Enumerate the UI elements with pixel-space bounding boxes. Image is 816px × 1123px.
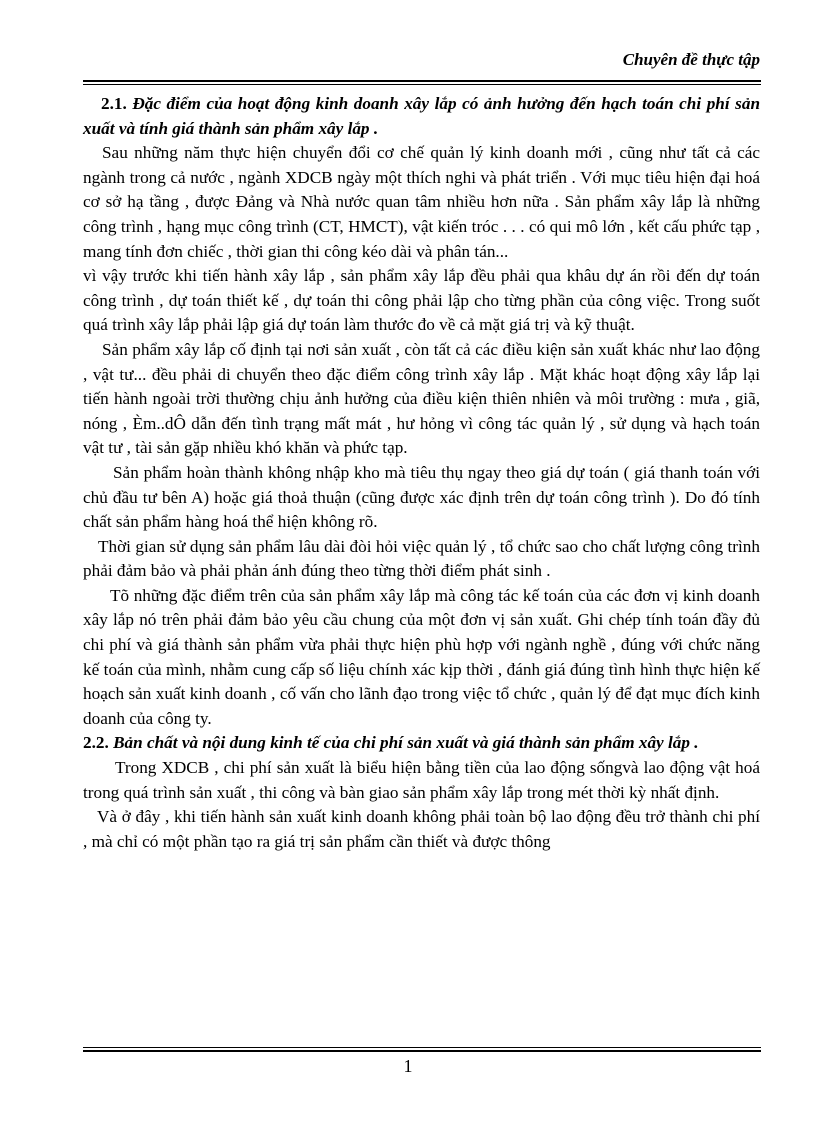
paragraph: Sản phẩm xây lắp cố định tại nơi sản xuất , còn tất cả các điều kiện sản xuất khác như lao động , vật tư... đều phải di chuyển theo đặc điểm công trình xây lắp . Mặt khác hoạt động xây lắp lại tiến hành ngoài trời thường chịu ảnh hưởng của điều kiện thiên nhiên và môi trường : mưa , giã, nóng , Èm..dÔ dẫn đến tình trạng mất mát , hư hỏng vì công tác quản lý , sử dụng và hạch toán vật tư , tài sản gặp nhiều khó khăn và phức tạp. bbox=[83, 339, 760, 458]
paragraph: Và ở đây , khi tiến hành sản xuất kinh doanh không phải toàn bộ lao động đều trở thành chi phí , mà chỉ có một phần tạo ra giá trị sản phẩm cần thiết và được thông bbox=[83, 807, 760, 851]
paragraph: Trong XDCB , chi phí sản xuất là biểu hiện bằng tiền của lao động sốngvà lao động vật hoá trong quá trình sản xuất , thi công và bàn giao sản phẩm xây lắp trong mét thời kỳ nhất định. bbox=[83, 758, 760, 802]
section-number: 2.2. bbox=[83, 733, 109, 753]
paragraph: Thời gian sử dụng sản phẩm lâu dài đòi hỏi việc quản lý , tổ chức sao cho chất lượng công trình phải đảm bảo và phải phản ánh đúng theo từng thời điểm phát sinh . bbox=[83, 536, 760, 581]
section-heading-2-1 bbox=[83, 92, 760, 141]
page-number: 1 bbox=[403, 1056, 413, 1076]
section-number: 2.1. bbox=[101, 94, 127, 113]
section-title: Bản chất và nội dung kinh tế của chi phí sản xuất và giá thành sản phẩm xây lắp . bbox=[113, 733, 699, 753]
page-content bbox=[83, 92, 760, 854]
page-header-title: Chuyên đề thực tập bbox=[622, 50, 760, 69]
header-rule bbox=[83, 80, 761, 85]
footer-rule bbox=[83, 1047, 761, 1052]
paragraph: Sau những năm thực hiện chuyển đổi cơ chế quản lý kinh doanh mới , cũng như tất cả các ngành trong cả nước , ngành XDCB ngày một thích nghi và phát triển . Với mục tiêu hiện đại hoá cơ sở hạ tầng , được Đảng và Nhà nước quan tâm nhiều hơn nữa . Sản phẩm xây lắp là những công trình , hạng mục công trình (CT, HMCT), vật kiến tróc . . . có qui mô lớn , kết cấu phức tạp , mang tính đơn chiếc , thời gian thi công kéo dài và phân tán... bbox=[83, 143, 760, 261]
section-heading-2-2 bbox=[83, 731, 760, 756]
paragraph: Sản phẩm hoàn thành không nhập kho mà tiêu thụ ngay theo giá dự toán ( giá thanh toán với chủ đầu tư bên A) hoặc giá thoả thuận (cũng được xác định trên dự toán công trình ). Do đó tính chất sản phẩm hàng hoá thể hiện không rõ. bbox=[83, 462, 760, 532]
paragraph: vì vậy trước khi tiến hành xây lắp , sản phẩm xây lắp đều phải qua khâu dự án rồi đến dự toán công trình , dự toán thiết kế , dự toán thi công phải lập cho từng phần của công việc. Trong suốt quá trình xây lắp phải lập giá dự toán làm thước đo về cả mặt giá trị và kỹ thuật. bbox=[83, 266, 760, 335]
section-title: Đặc điểm của hoạt động kinh doanh xây lắp có ảnh hưởng đến hạch toán chi phí sản xuất và tính giá thành sản phẩm xây lắp . bbox=[83, 94, 761, 138]
paragraph: Tõ những đặc điểm trên của sản phẩm xây lắp mà công tác kế toán của các đơn vị kinh doanh xây lắp nó trên phải đảm bảo yêu cầu chung của một đơn vị sản xuất. Ghi chép tính toán đầy đủ chi phí và giá thành sản phẩm vừa phải thực hiện phù hợp với ngành nghề , đúng với chức năng kế toán của mình, nhằm cung cấp số liệu chính xác kịp thời , đánh giá đúng tình hình thực hiện kế hoạch sản xuất kinh doanh , cố vấn cho lãnh đạo trong việc tổ chức , quản lý để đạt mục đích kinh doanh của công ty. bbox=[83, 585, 760, 728]
